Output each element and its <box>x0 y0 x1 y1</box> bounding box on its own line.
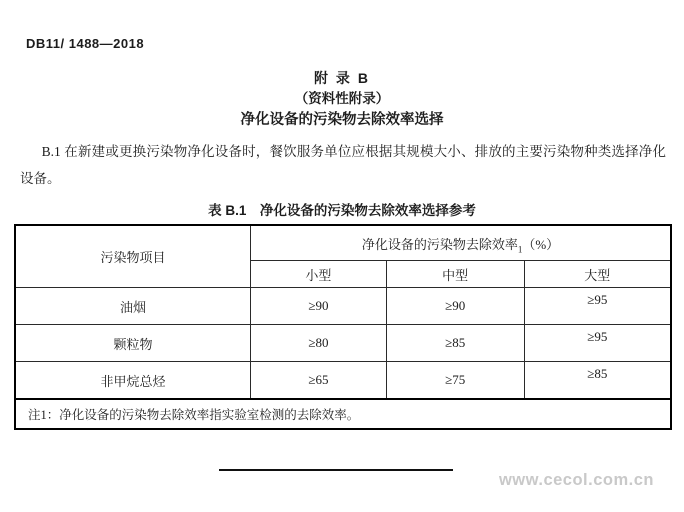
doc-code: DB11/ 1488—2018 <box>26 36 145 51</box>
header-cell-large: 大型 <box>524 261 671 288</box>
note-reference-mark: 1 <box>517 244 523 255</box>
table-row <box>15 362 671 400</box>
table-caption: 表 B.1 净化设备的污染物去除效率选择参考 <box>208 203 476 218</box>
header-cell-efficiency-group <box>251 225 672 261</box>
appendix-subtitle: （资料性附录） <box>294 91 390 106</box>
row-label: 颗粒物 <box>15 325 251 362</box>
cell-medium: ≥75 <box>386 362 524 400</box>
appendix-title: 净化设备的污染物去除效率选择 <box>240 112 444 128</box>
cell-medium: ≥90 <box>386 288 524 325</box>
cell-medium: ≥85 <box>386 325 524 362</box>
cell-small: ≥80 <box>251 325 387 362</box>
cell-large: ≥85 <box>524 362 671 400</box>
cell-small: ≥65 <box>251 362 387 400</box>
table-row <box>15 288 671 325</box>
group-header-unit: （%） <box>522 236 560 252</box>
header-cell-pollutant: 污染物项目 <box>15 225 251 288</box>
appendix-label: 附 录 B <box>314 70 370 86</box>
table-header-group-row <box>15 225 671 261</box>
cell-small: ≥90 <box>251 288 387 325</box>
watermark-text: www.cecol.com.cn <box>498 471 654 489</box>
table-note-row <box>15 399 671 429</box>
table-b1 <box>14 224 672 430</box>
paragraph-b1: B.1 在新建或更换污染物净化设备时，餐饮服务单位应根据其规模大小、排放的主要污染物种类选择净化设备。 <box>20 144 666 186</box>
group-header-text: 净化设备的污染物去除效率 <box>361 236 518 252</box>
header-cell-medium: 中型 <box>386 261 524 288</box>
bottom-divider-line <box>219 469 453 471</box>
cell-large: ≥95 <box>524 325 671 362</box>
table-note: 注1：净化设备的污染物去除效率指实验室检测的去除效率。 <box>15 399 671 429</box>
cell-large: ≥95 <box>524 288 671 325</box>
row-label: 油烟 <box>15 288 251 325</box>
table-row <box>15 325 671 362</box>
header-cell-small: 小型 <box>251 261 387 288</box>
row-label: 非甲烷总烃 <box>15 362 251 400</box>
appendix-headings <box>0 68 684 131</box>
